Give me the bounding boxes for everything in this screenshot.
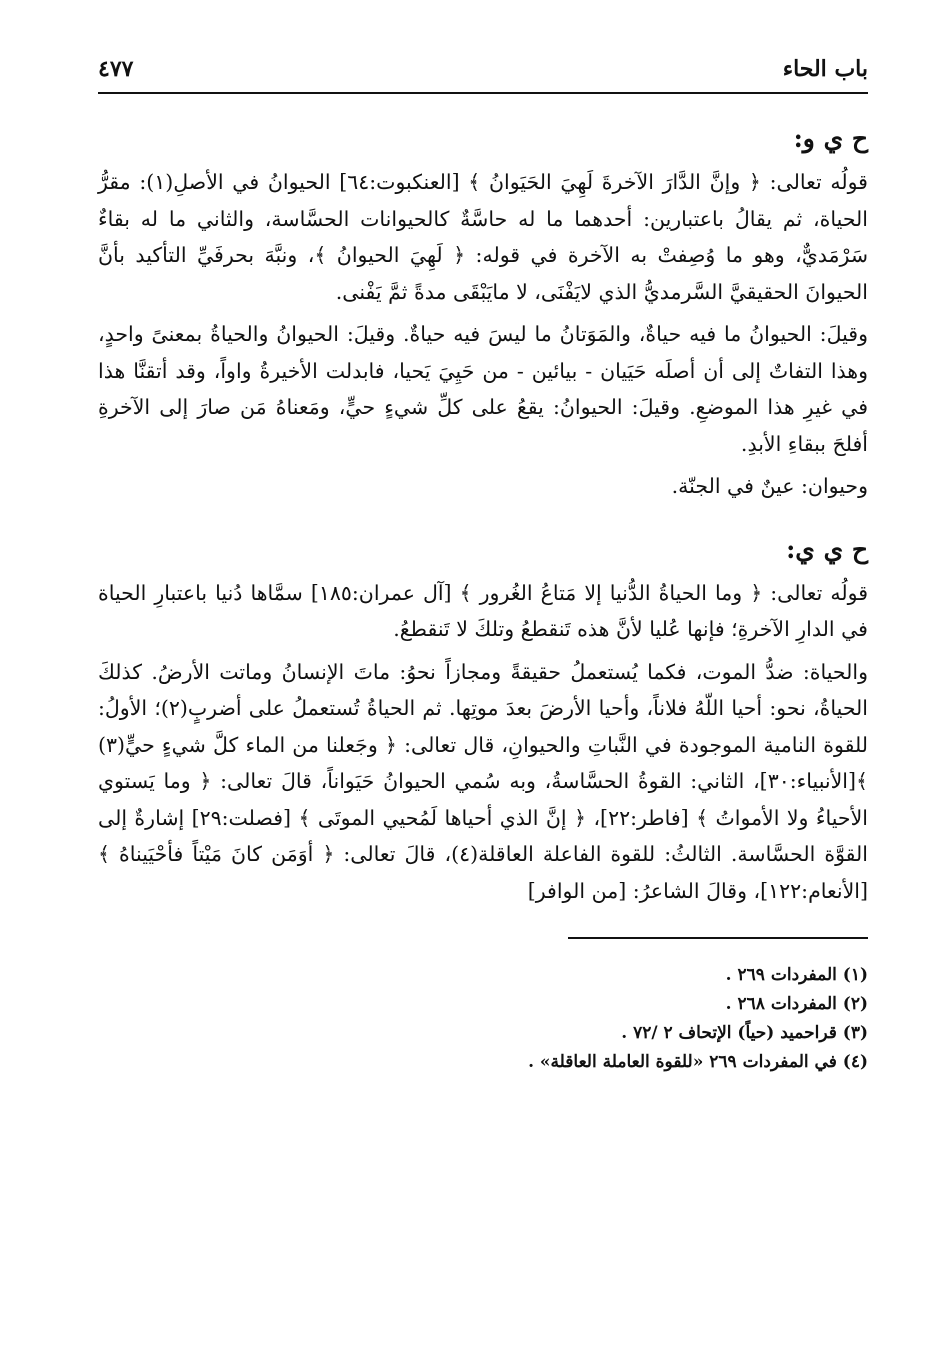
paragraph: وقيلَ: الحيوانُ ما فيه حياةٌ، والمَوَتانُ ما ليسَ فيه حياةٌ. وقيلَ: الحيوانُ والحياةُ بمعنىً واحدٍ، وهذا التفاتٌ إلى أن أصلَه حَيَيان - بيائين - من حَيِيَ يَحيا، فابدلت الأخيرةُ واواً، وقد أتقنَّا هذا في غيرِ هذا الموضعِ. وقيلَ: الحيوانُ: يقعُ على كلِّ شيءٍ حيٍّ، ومَعناهُ مَن صارَ إلى الآخرةِ أفلحَ ببقاءِ الأبدِ.	[98, 322, 868, 456]
page-number: ٤٧٧	[98, 56, 134, 82]
chapter-title: باب الحاء	[782, 56, 868, 82]
section-hyw	[98, 120, 868, 505]
footnote: (٢) المفردات ٢٦٨ .	[725, 994, 868, 1014]
section-heading: ح ي ي:	[786, 534, 868, 564]
footnote-rule	[568, 937, 868, 939]
section-hyy	[98, 531, 868, 910]
footnotes	[98, 961, 868, 1077]
paragraph: والحياة: ضدُّ الموت، فكما يُستعملُ حقيقةً ومجازاً نحوُ: ماتَ الإنسانُ وماتت الأرضُ. كذلكَ الحياةُ، نحو: أحيا اللّهُ فلاناً، وأحيا الأرضَ بعدَ موتِها. ثم الحياةُ تُستعملُ على أضربٍ(٢)؛ الأولُ: للقوة النامية الموجودة في النَّباتِ والحيوانِ، قال تعالى: ﴿ وجَعلنا من الماء كلَّ شيءٍ حيٍّ(٣) ﴾[الأنبياء:٣٠]، الثاني: القوةُ الحسَّاسةُ، وبه سُمي الحيوانُ حَيَواناً، قالَ تعالى: ﴿ وما يَستوي الأحياءُ ولا الأمواتُ ﴾ [فاطر:٢٢]، ﴿ إنَّ الذي أحياها لَمُحيي الموتَى ﴾ [فصلت:٢٩] إشارةٌ إلى القوَّة الحسَّاسة. الثالثُ: للقوة الفاعلة العاقلة(٤)، قالَ تعالى: ﴿ أوَمَن كانَ مَيْتاً فأحْيَيناهُ ﴾ [الأنعام:١٢٢]، وقالَ الشاعرُ: [من الوافر]	[98, 659, 868, 903]
header-rule	[98, 92, 868, 94]
running-head	[98, 56, 868, 90]
paragraph: قولُه تعالى: ﴿ وما الحياةُ الدُّنيا إلا مَتاعُ الغُرور ﴾ [آل عمران:١٨٥] سمَّاها دُنيا باعتبارِ الحياة في الدارِ الآخرةِ؛ فإنها عُليا لأنَّ هذه تَنقطعُ وتلكَ لا تَنقطعُ.	[98, 580, 868, 641]
footnote: (٤) في المفردات ٢٦٩ «للقوة العاملة العاقلة» .	[528, 1052, 868, 1072]
book-page	[98, 56, 868, 1326]
footnote: (١) المفردات ٢٦٩ .	[725, 965, 868, 985]
section-heading: ح ي و:	[793, 124, 868, 153]
footnote: (٣) قراحميد (حياً) الإتحاف ٢ /٧٢ .	[621, 1023, 868, 1043]
paragraph: وحيوان: عينٌ في الجنّة.	[671, 474, 868, 498]
paragraph: قولُه تعالى: ﴿ وإنَّ الدَّارَ الآخرةَ لَهِيَ الحَيَوانُ ﴾ [العنكبوت:٦٤] الحيوانُ في الأصلِ(١): مقرُّ الحياة، ثم يقالُ باعتبارين: أحدهما ما له حاسَّةٌ كالحيوانات الحسَّاسة، والثاني ما له بقاءٌ سَرْمَديٌّ، وهو ما وُصِفتْ به الآخرة في قوله: ﴿ لَهِيَ الحيوانُ ﴾، ونبَّهَ بحرفَيِّ التأكيد بأنَّ الحيوانَ الحقيقيَّ السَّرمديُّ الذي لايَفْنَى، لا مايَبْقَى مدةً ثمَّ يَفْنى.	[98, 170, 868, 304]
